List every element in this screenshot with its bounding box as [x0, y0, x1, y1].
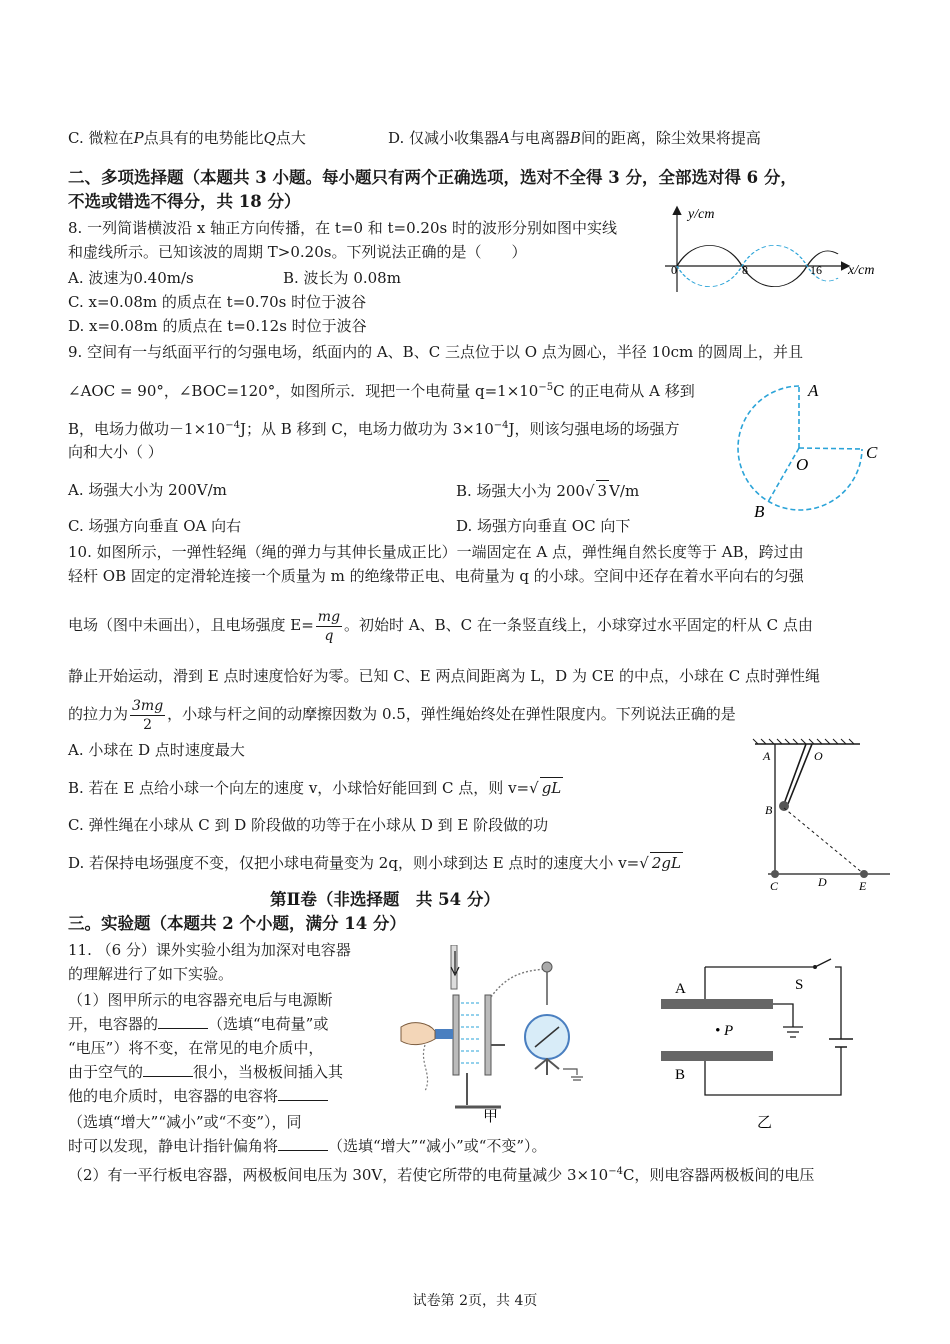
q11-l3: （1）图甲所示的电容器充电后与电源断: [68, 991, 333, 1009]
q9-stem: 9. 空间有一与纸面平行的匀强电场，纸面内的 A、B、C 三点位于以 O 点为圆心，半径 10cm 的圆周上，并且: [68, 343, 804, 361]
q10-stem-3: 电场（图中未画出），且电场强度 E= $\frac{mg}{q}$ 。初始时 A、B、C 在一条竖直线上，小球穿过水平固定的杆从 C 点由: [68, 608, 813, 644]
electrometer-stand: [535, 1059, 559, 1075]
label-p: • P: [715, 1023, 734, 1039]
radius-oc: [799, 448, 862, 449]
label-s: S: [795, 977, 804, 993]
q7-option-c: C. 微粒在P点具有的电势能比Q点大: [68, 129, 306, 147]
page-footer: 试卷第 2页，共 4页: [412, 1293, 538, 1309]
q10-option-d: D. 若保持电场强度不变，仅把小球电荷量变为 2q，则小球到达 E 点时的速度大小 v=√ 2gL: [68, 854, 681, 872]
q10-option-a: A. 小球在 D 点时速度最大: [68, 741, 245, 759]
q8-option-a: A. 波速为0.40m/s: [68, 269, 194, 287]
label-d: D: [818, 875, 827, 889]
pulley: [779, 801, 789, 811]
fig-yi-caption: 乙: [757, 1113, 773, 1131]
q11-l5: “电压”）将不变，在常见的电介质中，: [68, 1039, 324, 1057]
label-a: A: [675, 981, 686, 997]
q10-stem-2: 轻杆 OB 固定的定滑轮连接一个质量为 m 的绝缘带正电、电荷量为 q 的小球。空间中还存在着水平向右的匀强: [68, 567, 804, 585]
q8-stem-cont: 和虚线所示。已知该波的周期 T>0.20s。下列说法正确的是（ ）: [68, 243, 527, 261]
ground: [563, 1069, 583, 1080]
q9-option-d: D. 场强方向垂直 OC 向下: [456, 517, 631, 535]
wave-figure: [660, 200, 890, 296]
label-b: B: [765, 803, 773, 817]
point-c: C: [866, 443, 878, 462]
section3-heading: 三。实验题（本题共 2 个小题，满分 14 分）: [68, 914, 406, 933]
ground-symbol: [773, 1004, 803, 1037]
blank-1[interactable]: [158, 1014, 208, 1029]
q10-option-c: C. 弹性绳在小球从 C 到 D 阶段做的功等于在小球从 D 到 E 阶段做的功: [68, 816, 549, 834]
q7-option-d: D. 仅减小收集器A与电离器B间的距离，除尘效果将提高: [388, 129, 761, 147]
q10-option-b: B. 若在 E 点给小球一个向左的速度 v，小球恰好能回到 C 点，则 v=√ gL: [68, 779, 562, 797]
capacitor-plate-left: [453, 995, 459, 1075]
q9-stem-4: 向和大小（ ）: [68, 443, 163, 461]
switch-s: [815, 959, 831, 967]
q9-option-a: A. 场强大小为 200V/m: [68, 481, 227, 499]
q11-l1: 11. （6 分）课外实验小组为加深对电容器: [68, 941, 351, 959]
label-b: B: [675, 1067, 686, 1083]
q11-l2: 的理解进行了如下实验。: [68, 965, 234, 983]
circle-figure: [730, 378, 890, 523]
plate-a: [661, 999, 773, 1009]
spring-figure: [750, 738, 900, 896]
q8-option-d: D. x=0.08m 的质点在 t=0.12s 时位于波谷: [68, 317, 367, 335]
q9-option-b: B. 场强大小为 200√ 3 V/m: [456, 482, 640, 500]
q11-l6: 由于空气的 很小，当极板间插入其: [68, 1063, 344, 1081]
q11-l8: （选填“增大”“减小”或“不变”），同: [68, 1113, 302, 1131]
y-axis-label: y/cm: [688, 207, 715, 222]
q11-l10: （2）有一平行板电容器，两极板间电压为 30V，若使它所带的电荷量减少 $3\times 10^{-4}C$，则电容器两极板间的电压: [68, 1166, 815, 1184]
section2-heading-cont: 不选或错选不得分，共 18 分）: [68, 192, 301, 211]
point-a: A: [808, 381, 819, 400]
q11-l7: 他的电介质时，电容器的电容将: [68, 1086, 328, 1106]
part2-heading: 第Ⅱ卷（非选择题 共 54 分）: [270, 890, 500, 909]
q9-option-c: C. 场强方向垂直 OA 向右: [68, 517, 242, 535]
wire: [491, 969, 545, 997]
label-c: C: [770, 879, 779, 893]
label-e: E: [859, 879, 867, 893]
x-axis-label: x/cm: [848, 263, 875, 278]
rope: [784, 808, 864, 874]
blank-4[interactable]: [278, 1136, 328, 1151]
point-b: B: [754, 502, 765, 521]
q10-stem-1: 10. 如图所示，一弹性轻绳（绳的弹力与其伸长量成正比）一端固定在 A 点，弹性绳自然长度等于 AB，跨过由: [68, 543, 804, 561]
ball: [860, 870, 868, 878]
upper-plate: [451, 945, 457, 989]
q8-option-c: C. x=0.08m 的质点在 t=0.70s 时位于波谷: [68, 293, 367, 311]
tick-16: 16: [810, 263, 822, 277]
q9-stem-2: ∠AOC = 90°，∠BOC=120°，如图所示．现把一个电荷量 $q=1\times 10^{-5}C$ 的正电荷从 A 移到: [68, 382, 695, 400]
q11-l4: 开，电容器的 （选填“电荷量”或: [68, 1015, 329, 1033]
blank-2[interactable]: [143, 1062, 193, 1077]
electrometer-figure: [395, 945, 605, 1125]
section2-heading: 二、多项选择题（本题共 3 小题。每小题只有两个正确选项，选对不全得 3 分，全部选对得 6 分，: [68, 168, 797, 187]
label-o: O: [814, 749, 823, 763]
radius-ob: [768, 448, 799, 502]
q10-stem-4: 静止开始运动，滑到 E 点时速度恰好为零。已知 C、E 两点间距离为 L，D 为 CE 的中点，小球在 C 点时弹性绳: [68, 667, 820, 685]
battery: [829, 1039, 853, 1047]
q8-stem: 8. 一列简谐横波沿 x 轴正方向传播，在 t=0 和 t=0.20s 时的波形分别如图中实线: [68, 219, 617, 237]
insert-handle: [435, 1029, 453, 1039]
label-a: A: [763, 749, 771, 763]
q10-stem-5: 的拉力为 $\frac{3mg}{2}$ ，小球与杆之间的动摩擦因数为 0.5，弹性绳始终处在弹性限度内。下列说法正确的是: [68, 697, 736, 733]
tick-0: 0: [671, 263, 677, 277]
capacitor-plate-right: [485, 995, 491, 1075]
q11-l9: 时可以发现，静电计指针偏角将 （选填“增大”“减小”或“不变”）。: [68, 1137, 547, 1155]
plate-b: [661, 1051, 773, 1061]
blank-3[interactable]: [278, 1086, 328, 1101]
q8-option-b: B. 波长为 0.08m: [283, 269, 401, 287]
fig-jia-caption: 甲: [483, 1107, 499, 1125]
point-o: O: [796, 455, 809, 474]
tick-8: 8: [742, 263, 748, 277]
point-c-dot: [771, 870, 779, 878]
capacitor-circuit-figure: [655, 955, 885, 1135]
hand: [401, 1023, 435, 1045]
q9-stem-3: B，电场力做功$-1\times 10^{-4}J$；从 B 移到 C，电场力做功为 $3\times 10^{-4}J$，则该匀强电场的场强方: [68, 420, 680, 438]
rod-ob: [784, 744, 812, 804]
dielectric: [461, 1003, 481, 1063]
